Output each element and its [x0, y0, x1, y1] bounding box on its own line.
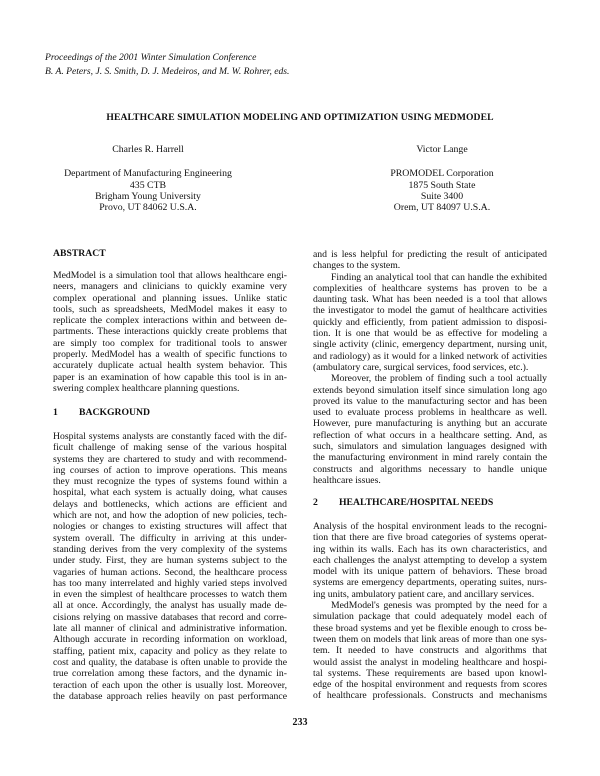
section-1-paragraph-2 — [313, 272, 547, 374]
text-line: daunting task. What has been needed is a tool that allows — [313, 294, 547, 306]
text-line: ing courses of action to improve operations. This means — [53, 464, 287, 476]
section-1-paragraph-1 — [53, 431, 287, 702]
text-line: under study. First, they are human systems subject to the — [53, 555, 287, 567]
text-line: ing within its walls. Each has its own characteristics, and — [313, 543, 547, 555]
text-line: vagaries of human actions. Second, the healthcare process — [53, 566, 287, 578]
section-number: 1 — [53, 407, 58, 418]
section-2-paragraph-2 — [313, 600, 547, 702]
text-line: all at once. Accordingly, the analyst has usually made de- — [53, 600, 287, 612]
text-line: tools, such as spreadsheets, MedModel makes it easy to — [53, 303, 287, 315]
author-affiliation: Department of Manufacturing Engineering — [64, 168, 232, 180]
text-line: swering complex healthcare planning questions. — [53, 382, 240, 394]
text-line: MedModel's genesis was prompted by the need for a — [331, 600, 547, 612]
text-line: complexities of healthcare systems has proven to be a — [313, 282, 547, 294]
text-line: edge of the hospital environment and requests from scores — [313, 679, 547, 691]
text-line: proved its value to the manufacturing sector and has been — [313, 395, 547, 407]
text-line: are simply too complex for traditional tools to answer — [53, 337, 287, 349]
text-line: Moreover, the problem of finding such a tool actually — [331, 373, 547, 385]
text-line: neers, managers and clinicians to quickly examine very — [53, 281, 287, 293]
text-line: accurately duplicate actual health system behavior. This — [53, 360, 287, 372]
section-1-heading — [53, 407, 150, 418]
text-line: Analysis of the hospital environment leads to the recogni- — [313, 521, 547, 532]
section-title: HEALTHCARE/HOSPITAL NEEDS — [339, 497, 494, 508]
text-line: would assist the analyst in modeling healthcare and hospi- — [313, 656, 547, 668]
text-line: which are not, and how the adoption of new policies, tech- — [53, 510, 287, 522]
text-line: systems are emergency departments, operating suites, nurs- — [313, 577, 547, 589]
text-line: healthcare issues. — [313, 474, 381, 486]
text-line: reflection of what occurs in a healthcare setting. And, as — [313, 429, 547, 441]
text-line: tion. It is one that would be as effective for modeling a — [313, 328, 547, 340]
section-number: 2 — [313, 497, 318, 508]
author-affiliation: Brigham Young University — [95, 190, 201, 202]
right-column-section-1 — [313, 249, 547, 486]
text-line: has too many interrelated and highly varied steps involved — [53, 577, 287, 589]
author-affiliation: 1875 South State — [408, 179, 476, 191]
text-line: tion that there are five broad categories of systems operat- — [313, 532, 547, 544]
text-line: Hospital systems analysts are constantly faced with the dif- — [53, 431, 287, 442]
text-line: in even the simplest of healthcare processes to watch them — [53, 589, 287, 601]
text-line: and is less helpful for predicting the result of anticipated — [313, 249, 547, 260]
abstract-body — [53, 270, 287, 394]
text-line: single activity (clinic, emergency department, nursing unit, — [313, 339, 547, 351]
text-line: complex operational and planning issues. Unlike static — [53, 292, 287, 304]
text-line: model with its unique pattern of behaviors. These broad — [313, 566, 547, 578]
page-number: 233 — [292, 717, 308, 728]
author-affiliation: PROMODEL Corporation — [390, 168, 494, 180]
section-1-paragraph-1-continued — [313, 249, 547, 272]
text-line: tween them on models that link areas of more than one sys- — [313, 633, 547, 645]
text-line: system overall. The difficulty in arriving at this under- — [53, 532, 287, 544]
text-line: However, pure manufacturing is anything but an accurate — [313, 418, 547, 430]
author-affiliation: Provo, UT 84062 U.S.A. — [99, 202, 197, 214]
text-line: constructs and algorithms necessary to handle unique — [313, 463, 547, 475]
text-line: systems they are chartered to study and with recommend- — [53, 453, 287, 465]
text-line: ing units, ambulatory patient care, and ancillary services. — [313, 588, 535, 600]
text-line: standing derives from the very complexity of the systems — [53, 543, 287, 555]
text-line: cisions relying on massive databases that record and corre- — [53, 611, 287, 623]
text-line: extends beyond simulation itself since simulation long ago — [313, 384, 547, 396]
author-name: Victor Lange — [416, 144, 468, 155]
text-line: the manufacturing environment in mind rarely contain the — [313, 452, 547, 464]
section-title: BACKGROUND — [79, 407, 151, 418]
text-line: staffing, patient mix, capacity and policy as they relate to — [53, 645, 287, 657]
text-line: changes to the system. — [313, 260, 401, 272]
text-line: they must recognize the types of systems found within a — [53, 476, 287, 488]
author-affiliation: Suite 3400 — [420, 190, 464, 202]
text-line: cost and quality, the database is often unable to provide the — [53, 656, 287, 668]
text-line: Although accurate in recording information on workload, — [53, 634, 287, 646]
text-line: and radiology) as it would for a linked network of activities — [313, 350, 547, 362]
right-column-section-2 — [313, 521, 547, 702]
text-line: each challenges the analyst attempting to develop a system — [313, 554, 547, 566]
editors-line: B. A. Peters, J. S. Smith, D. J. Medeiros, and M. W. Rohrer, eds. — [45, 66, 290, 77]
text-line: MedModel is a simulation tool that allows healthcare engi- — [53, 270, 287, 281]
proceedings-line: Proceedings of the 2001 Winter Simulation Conference — [45, 52, 257, 63]
author-block-2 — [322, 144, 562, 213]
text-line: of healthcare professionals. Constructs and mechanisms — [313, 690, 547, 702]
author-block-1 — [28, 144, 268, 213]
text-line: properly. MedModel has a wealth of specific functions to — [53, 349, 287, 361]
author-affiliation: Orem, UT 84097 U.S.A. — [393, 202, 491, 214]
text-line: quickly and efficiently, from patient admission to disposi- — [313, 316, 547, 328]
section-2-paragraph-1 — [313, 521, 547, 600]
text-line: replicate the complex interactions within and between de- — [53, 315, 287, 327]
text-line: such, simulators and simulation languages designed with — [313, 441, 547, 453]
text-line: Finding an analytical tool that can handle the exhibited — [331, 271, 547, 283]
author-affiliation: 435 CTB — [129, 179, 167, 191]
text-line: paper is an examination of how capable this tool is in an- — [53, 371, 287, 383]
author-name: Charles R. Harrell — [112, 144, 184, 155]
text-line: true correlation among these factors, and the dynamic in- — [53, 668, 287, 680]
section-2-heading — [313, 497, 493, 508]
text-line: late all manner of clinical and administrative information. — [53, 623, 287, 635]
text-line: simulation package that could adequately model each of — [313, 611, 547, 623]
text-line: the database approach relies heavily on past performance — [53, 690, 287, 702]
text-line: hospital, what each system is actually doing, what causes — [53, 487, 287, 499]
text-line: (ambulatory care, surgical services, food services, etc.). — [313, 361, 529, 373]
text-line: ficult challenge of making sense of the various hospital — [53, 442, 287, 454]
text-line: nologies or changes to existing structures will affect that — [53, 521, 287, 533]
text-line: tem. It needed to have constructs and algorithms that — [313, 645, 547, 657]
text-line: these broad systems and yet be flexible enough to cross be- — [313, 622, 547, 634]
text-line: teraction of each upon the other is usually lost. Moreover, — [53, 679, 287, 691]
paper-title: HEALTHCARE SIMULATION MODELING AND OPTIMIZATION USING MEDMODEL — [106, 112, 494, 123]
text-line: used to evaluate process problems in healthcare as well. — [313, 407, 547, 419]
text-line: the investigator to model the gamut of healthcare activities — [313, 305, 547, 317]
text-line: delays and bottlenecks, which actions are efficient and — [53, 498, 287, 510]
abstract-heading: ABSTRACT — [53, 248, 106, 259]
text-line: tal systems. These requirements are based upon knowl- — [313, 667, 547, 679]
text-line: partments. These interactions quickly create problems that — [53, 326, 287, 338]
section-1-paragraph-3 — [313, 373, 547, 486]
